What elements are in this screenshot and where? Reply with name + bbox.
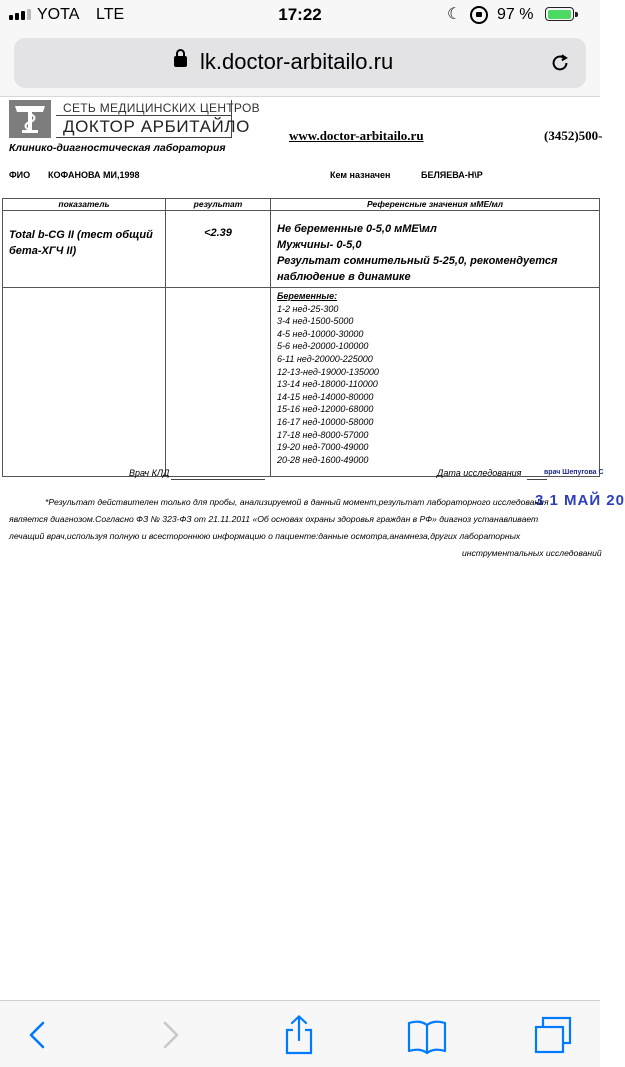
network-type: LTE [96, 6, 125, 23]
tabs-icon[interactable] [531, 1015, 575, 1055]
clock: 17:22 [278, 5, 322, 24]
bookmarks-icon[interactable] [405, 1015, 449, 1055]
pregnancy-range: 1-2 нед-25-300 [277, 303, 339, 314]
reference-line: Не беременные 0-5,0 мМЕ\мл [277, 223, 437, 235]
lab-report-page [0, 97, 625, 1000]
pregnancy-range: 16-17 нед-10000-58000 [277, 416, 374, 427]
pregnancy-range: 12-13-нед-19000-135000 [277, 366, 379, 377]
brand-name: ДОКТОР АРБИТАЙЛО [63, 117, 250, 136]
carrier-name: YOTA [37, 6, 80, 23]
pregnancy-range: 19-20 нед-7000-49000 [277, 442, 369, 453]
disclaimer-line: является диагнозом.Согласно ФЗ № 323-ФЗ от 21.11.2011 «Об основах охраны здоровья граждан в РФ» диагноз устанавливает [9, 514, 539, 524]
battery-icon [545, 7, 574, 21]
patient-label: ФИО [9, 170, 31, 180]
date-label: Дата исследования [437, 468, 522, 478]
lock-icon [174, 56, 187, 67]
patient-name: КОФАНОВА МИ,1998 [48, 170, 140, 180]
battery-percent: 97 % [497, 6, 534, 23]
signature-line [171, 479, 265, 480]
pregnancy-range: 6-11 нед-20000-225000 [277, 353, 373, 364]
pregnancy-range: 14-15 нед-14000-80000 [277, 391, 374, 402]
rotation-lock-icon [470, 6, 488, 24]
website-link[interactable]: www.doctor-arbitailo.ru [289, 128, 424, 143]
results-table [2, 198, 600, 477]
browser-toolbar [0, 1000, 600, 1067]
pregnancy-heading: Беременные: [277, 291, 338, 301]
back-icon[interactable] [16, 1015, 60, 1055]
url-text[interactable]: lk.doctor-arbitailo.ru [200, 49, 394, 74]
test-result: <2.39 [166, 211, 271, 288]
reference-line: Результат сомнительный 5-25,0, рекомендуется наблюдение в динамике [277, 255, 558, 283]
disclaimer-line: лечащий врач,используя полную и всестороннюю информацию о пациенте:данные осмотра,анамнеза,других лабораторных [9, 531, 521, 541]
disclaimer-line: инструментальных исследований [462, 548, 602, 558]
test-name: Total b-CG II (тест общий бета-ХГЧ II) [3, 211, 166, 288]
pregnancy-reference-values [271, 288, 600, 477]
date-line [527, 479, 547, 480]
pregnancy-range: 4-5 нед-10000-30000 [277, 328, 364, 339]
empty-cell [166, 288, 271, 477]
browser-header [0, 32, 600, 97]
address-bar[interactable] [14, 38, 586, 88]
empty-cell [3, 288, 166, 477]
share-icon[interactable] [277, 1015, 321, 1055]
brand-divider [56, 115, 232, 116]
disclaimer-line: *Результат действителен только для пробы, анализируемой в данный момент,результат лабораторного исследования [45, 497, 549, 507]
reference-line: Мужчины- 0-5,0 [277, 239, 362, 251]
table-row [3, 211, 600, 288]
pregnancy-range: 15-16 нед-12000-68000 [277, 404, 374, 415]
doctor-stamp: врач Шепугова С [544, 469, 604, 476]
pregnancy-range: 3-4 нед-1500-5000 [277, 316, 354, 327]
pregnancy-range: 13-14 нед-18000-110000 [277, 379, 378, 390]
forward-icon[interactable] [148, 1015, 192, 1055]
assigned-by-label: Кем назначен [330, 170, 391, 180]
status-bar [0, 0, 600, 32]
doctor-label: Врач КЛД [129, 468, 170, 478]
medical-logo-icon [9, 100, 51, 138]
column-header-indicator: показатель [3, 199, 166, 211]
lab-name: Клинико-диагностическая лаборатория [9, 142, 226, 154]
moon-icon: ☾ [447, 6, 462, 23]
phone-number: (3452)500- [544, 128, 603, 143]
column-header-reference: Референсные значения мМЕ/мл [271, 199, 600, 211]
pregnancy-range: 17-18 нед-8000-57000 [277, 429, 369, 440]
reference-values [271, 211, 600, 288]
column-header-result: результат [166, 199, 271, 211]
reload-icon[interactable] [549, 52, 571, 74]
date-stamp: 3 1 МАЙ 20 [535, 492, 625, 509]
network-name: СЕТЬ МЕДИЦИНСКИХ ЦЕНТРОВ [63, 101, 260, 115]
assigned-by: БЕЛЯЕВА-Н\Р [421, 170, 483, 180]
pregnancy-range: 20-28 нед-1600-49000 [277, 454, 369, 465]
table-row [3, 288, 600, 477]
pregnancy-range: 5-6 нед-20000-100000 [277, 341, 369, 352]
table-header-row [3, 199, 600, 211]
